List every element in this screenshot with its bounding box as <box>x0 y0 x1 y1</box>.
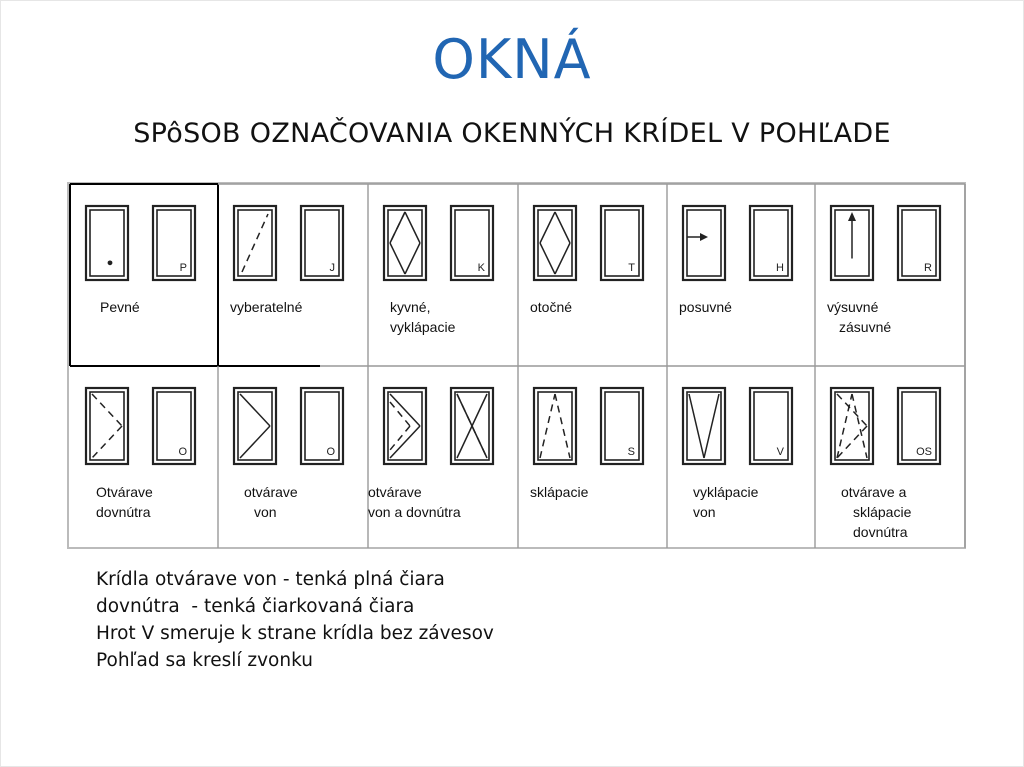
notes <box>96 566 494 674</box>
window-frame <box>683 206 725 280</box>
symbol-cell <box>530 206 643 315</box>
window-frame <box>451 206 493 280</box>
symbol-label: dovnútra <box>96 504 151 520</box>
window-frame <box>534 388 576 464</box>
window-frame <box>683 388 725 464</box>
window-frame <box>234 206 276 280</box>
page-subtitle: SPôSOB OZNAČOVANIA OKENNÝCH KRÍDEL V POHĽADE <box>133 118 891 149</box>
symbol-line <box>92 394 122 426</box>
symbol-label: Otvárave <box>96 484 153 500</box>
symbol-label: výsuvné <box>827 299 879 315</box>
symbol-code: P <box>179 262 187 274</box>
symbol-line <box>92 426 122 458</box>
note-line: Krídla otvárave von - tenká plná čiara <box>96 569 445 590</box>
symbol-cell <box>234 388 343 520</box>
symbol-label: Pevné <box>100 299 140 315</box>
symbol-label: otvárave a <box>841 484 907 500</box>
symbol-line <box>837 394 867 426</box>
symbol-cell <box>86 388 195 520</box>
window-frame <box>750 206 792 280</box>
window-sash <box>835 392 869 460</box>
symbol-cell <box>384 206 493 335</box>
note-line: Hrot V smeruje k strane krídla bez závesov <box>96 623 494 644</box>
symbol-cell <box>530 388 643 500</box>
window-frame <box>898 206 940 280</box>
symbol-label: dovnútra <box>853 524 908 540</box>
window-frame <box>153 388 195 464</box>
symbol-label: sklápacie <box>530 484 589 500</box>
window-frame <box>86 206 128 280</box>
symbol-label: vyklápacie <box>390 319 456 335</box>
symbol-cell <box>230 206 343 315</box>
symbol-cell <box>831 388 940 540</box>
note-line: Pohľad sa kreslí zvonku <box>96 650 313 671</box>
window-sash <box>538 210 572 276</box>
symbol-line <box>405 212 420 243</box>
window-frame <box>301 206 343 280</box>
symbol-line <box>390 243 405 274</box>
window-frame <box>153 206 195 280</box>
symbol-line <box>390 212 405 243</box>
symbol-line <box>540 394 555 458</box>
window-sash <box>388 210 422 276</box>
arrow-head <box>700 233 708 241</box>
symbol-label: vyklápacie <box>693 484 759 500</box>
symbol-cell <box>86 206 195 315</box>
symbol-line <box>242 214 268 272</box>
symbol-label: kyvné, <box>390 299 431 315</box>
window-sash <box>238 392 272 460</box>
window-sash <box>90 392 124 460</box>
symbol-label: sklápacie <box>853 504 912 520</box>
symbol-dot <box>108 260 113 265</box>
symbol-line <box>852 394 867 458</box>
symbol-label: von a dovnútra <box>368 504 461 520</box>
symbol-line <box>837 394 852 458</box>
window-frame <box>301 388 343 464</box>
symbol-line <box>405 243 420 274</box>
symbol-cell <box>827 206 940 335</box>
symbol-label: posuvné <box>679 299 732 315</box>
symbol-line <box>555 394 570 458</box>
symbol-label: von <box>693 504 716 520</box>
symbol-line <box>540 212 555 243</box>
symbol-label: otvárave <box>368 484 422 500</box>
symbol-code: K <box>477 262 485 274</box>
symbol-code: V <box>776 446 784 458</box>
note-line: dovnútra - tenká čiarkovaná čiara <box>96 596 415 617</box>
symbol-line <box>689 394 704 458</box>
symbol-code: O <box>178 446 187 458</box>
symbol-code: O <box>326 446 335 458</box>
symbol-code: S <box>627 446 635 458</box>
window-sash <box>388 392 422 460</box>
page-title: OKNÁ <box>432 28 592 91</box>
symbol-line <box>390 394 420 426</box>
arrow-head <box>848 212 856 221</box>
symbol-label: zásuvné <box>839 319 892 335</box>
window-frame <box>601 388 643 464</box>
symbol-line <box>704 394 719 458</box>
symbol-line <box>240 426 270 458</box>
symbol-line <box>390 426 420 458</box>
window-sash <box>538 392 572 460</box>
window-sash <box>687 210 721 276</box>
symbol-cell <box>679 206 792 315</box>
symbol-cell <box>683 388 792 520</box>
symbol-line <box>240 394 270 426</box>
symbol-line <box>540 243 555 274</box>
window-sash <box>687 392 721 460</box>
window-frame <box>601 206 643 280</box>
symbol-code: R <box>924 262 932 274</box>
window-sash <box>90 210 124 276</box>
symbol-code: OS <box>916 446 932 458</box>
symbol-code: T <box>628 262 635 274</box>
symbol-label: vyberatelné <box>230 299 303 315</box>
symbol-code: J <box>329 262 335 274</box>
symbol-line <box>555 212 570 243</box>
symbol-label: otvárave <box>244 484 298 500</box>
symbol-label: otočné <box>530 299 573 315</box>
symbol-label: von <box>254 504 277 520</box>
symbol-line <box>555 243 570 274</box>
window-frame <box>750 388 792 464</box>
window-sash <box>238 210 272 276</box>
symbol-code: H <box>776 262 784 274</box>
symbol-cell <box>368 388 493 520</box>
